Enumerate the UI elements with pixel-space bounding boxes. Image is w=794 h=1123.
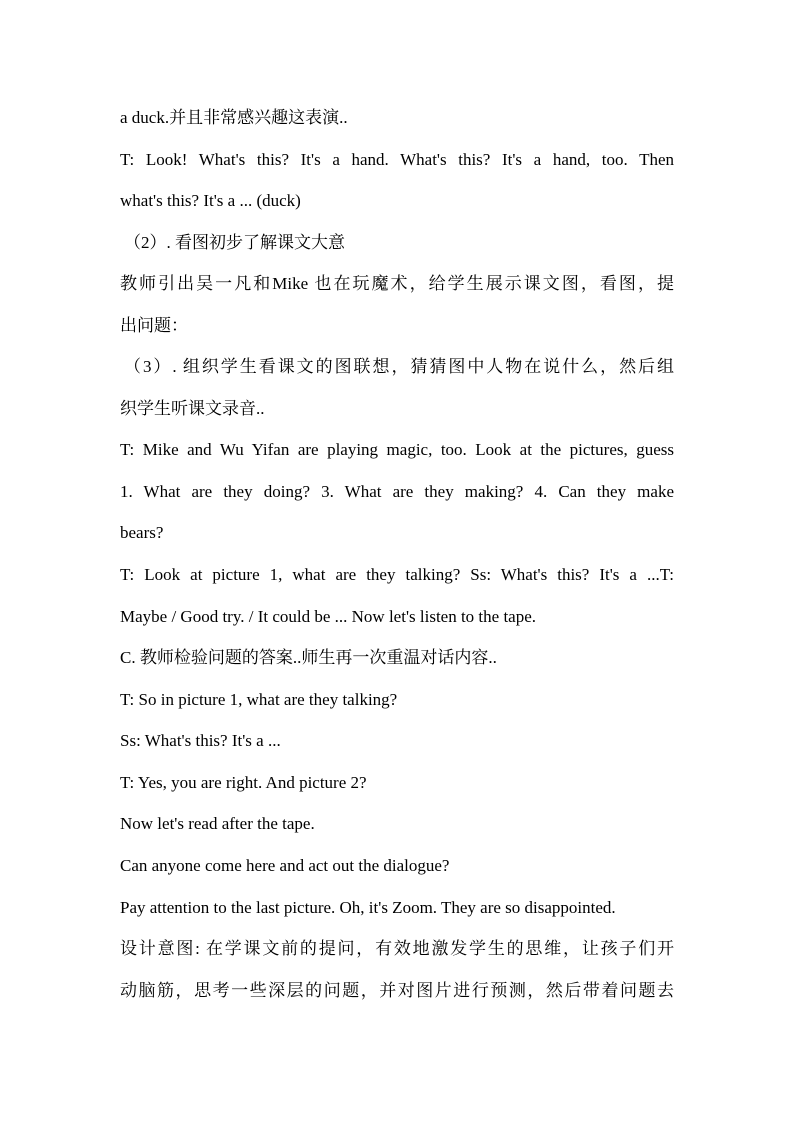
text-line: T: So in picture 1, what are they talking? <box>120 690 398 709</box>
text-line: （3）. 组织学生看课文的图联想，猜猜图中人物在说什么，然后组 <box>124 357 674 376</box>
text-line: Ss: What's this? It's a ... <box>120 731 281 750</box>
text-line: C. 教师检验问题的答案..师生再一次重温对话内容.. <box>120 648 497 667</box>
text-line: 织学生听课文录音.. <box>120 399 265 418</box>
text-line: Maybe / Good try. / It could be ... Now let's listen to the tape. <box>120 607 537 626</box>
text-line: 出问题： <box>120 316 188 335</box>
text-line: Can anyone come here and act out the dialogue? <box>120 856 450 875</box>
text-line: what's this? It's a ... (duck) <box>120 191 301 210</box>
text-line: Now let's read after the tape. <box>120 814 315 833</box>
text-line: 1. What are they doing? 3. What are they making? 4. Can they make <box>120 482 674 501</box>
text-line: bears? <box>120 523 164 542</box>
text-line: a duck.并且非常感兴趣这表演.. <box>120 108 348 127</box>
text-line: 动脑筋，思考一些深层的问题，并对图片进行预测，然后带着问题去 <box>120 981 674 1000</box>
text-line: （2）. 看图初步了解课文大意 <box>124 233 345 252</box>
text-line: T: Mike and Wu Yifan are playing magic, too. Look at the pictures, guess <box>120 440 674 459</box>
text-line: Pay attention to the last picture. Oh, it's Zoom. They are so disappointed. <box>120 898 616 917</box>
text-line: T: Look! What's this? It's a hand. What's this? It's a hand, too. Then <box>120 150 674 169</box>
text-line: 教师引出吴一凡和Mike 也在玩魔术，给学生展示课文图，看图，提 <box>120 274 674 293</box>
text-line: T: Look at picture 1, what are they talking? Ss: What's this? It's a ...T: <box>120 565 674 584</box>
text-line: T: Yes, you are right. And picture 2? <box>120 773 367 792</box>
text-line: 设计意图: 在学课文前的提问，有效地激发学生的思维，让孩子们开 <box>120 939 674 958</box>
